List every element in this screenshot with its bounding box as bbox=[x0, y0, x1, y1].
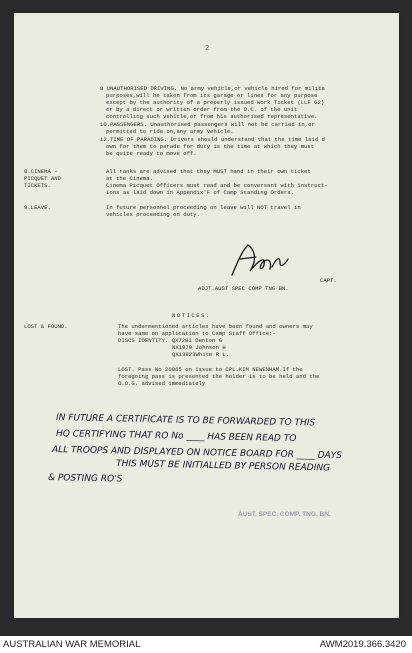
para-10-line: permitted to ride on,any army vehicle. bbox=[106, 128, 234, 135]
lost-pass-text: LOST. Pass No 20065 on issue to CPL.KIM NEWENHAM.If the bbox=[118, 366, 303, 373]
lost-found-text: The undermentioned articles have been found and owners may bbox=[118, 323, 313, 330]
handwritten-note-line: & POSTING RO'S bbox=[47, 473, 123, 485]
signature-rank: CAPT. bbox=[320, 277, 337, 284]
cinema-text: All ranks are advised that they MUST hand in their own ticket bbox=[106, 168, 311, 175]
footer-institution: AUSTRALIAN WAR MEMORIAL bbox=[3, 639, 141, 650]
para-10-line: 10.PASSENGERS. Unauthorised passengers will not be carried in,or bbox=[100, 121, 315, 128]
document-page bbox=[14, 13, 399, 618]
para-8-line: or by a direct or written order from the O.C. of the unit bbox=[106, 106, 298, 113]
page-mark: 2 bbox=[205, 45, 210, 53]
handwritten-note-line: THIS MUST BE INITIALLED BY PERSON READING bbox=[115, 459, 331, 474]
lost-found-text: NX1970 Johnson H bbox=[172, 344, 226, 351]
cinema-label: 8.CINEMA - bbox=[24, 168, 58, 175]
cinema-text: at the Cinema. bbox=[106, 175, 153, 182]
lost-pass-text: O.O.G. advised immediately bbox=[118, 380, 206, 387]
cinema-text: Cinema Picquet Officers must read and be conversant with instruct- bbox=[106, 182, 328, 189]
para-12-line: 12.TIME OF PARADING. Drivers should understand that the time laid d bbox=[100, 136, 325, 143]
leave-label: 9.LEAVE. bbox=[24, 204, 51, 211]
signature-scrawl bbox=[228, 241, 290, 281]
lost-found-text: QX13823White R L. bbox=[172, 351, 230, 358]
para-12-line: be quite ready to move off. bbox=[106, 150, 197, 157]
cinema-label: PICQUET AND bbox=[24, 175, 61, 182]
handwritten-note-line: IN FUTURE A CERTIFICATE IS TO BE FORWARDED TO THIS bbox=[55, 413, 316, 429]
footer-bar bbox=[0, 636, 412, 653]
signature-title: ADJT.AUST SPEC COMP TNG BN. bbox=[198, 285, 289, 292]
para-8-line: controlling such vehicle,or from his authorised representative. bbox=[106, 113, 318, 120]
lost-found-text: DISCS IDENTITY. QX7281 Denton G bbox=[118, 337, 223, 344]
para-8-line: except by the authority of a properly issued Work Ticket (LLF G2) bbox=[106, 99, 325, 106]
lost-found-text: have same on application to Camp Staff Office:- bbox=[118, 330, 276, 337]
para-8-line: purposes,will be taken from its garage or lines for any purpose bbox=[106, 92, 318, 99]
notices-heading: NOTICES. bbox=[172, 312, 211, 319]
unit-stamp: AUST. SPEC. COMP. TNG. BN. bbox=[238, 511, 331, 518]
cinema-label: TICKETS. bbox=[24, 182, 51, 189]
para-12-line: own for them to parade for duty is the time at which they must bbox=[106, 143, 315, 150]
cinema-text: ions as laid down in Appendix'F of Camp Standing Orders. bbox=[106, 189, 294, 196]
lost-found-label: LOST & FOUND. bbox=[24, 323, 68, 330]
footer-accession-id: AWM2019.366.3420 bbox=[319, 639, 406, 650]
leave-text: vehicles proceeding on duty. bbox=[106, 211, 200, 218]
para-8-line: 8 UNAUTHORISED DRIVING. No army vehicle,or vehicle hired for milita bbox=[100, 85, 325, 92]
leave-text: In future personnel proceeding on leave will NOT travel in bbox=[106, 204, 301, 211]
lost-pass-text: foregoing pass is presented the holder is to be held and the bbox=[118, 373, 320, 380]
handwritten-note-line: ALL TROOPS AND DISPLAYED ON NOTICE BOARD FOR ____ DAYS bbox=[51, 445, 343, 462]
handwritten-note-line: HQ CERTIFYING THAT RO No ____ HAS BEEN READ TO bbox=[55, 429, 297, 445]
